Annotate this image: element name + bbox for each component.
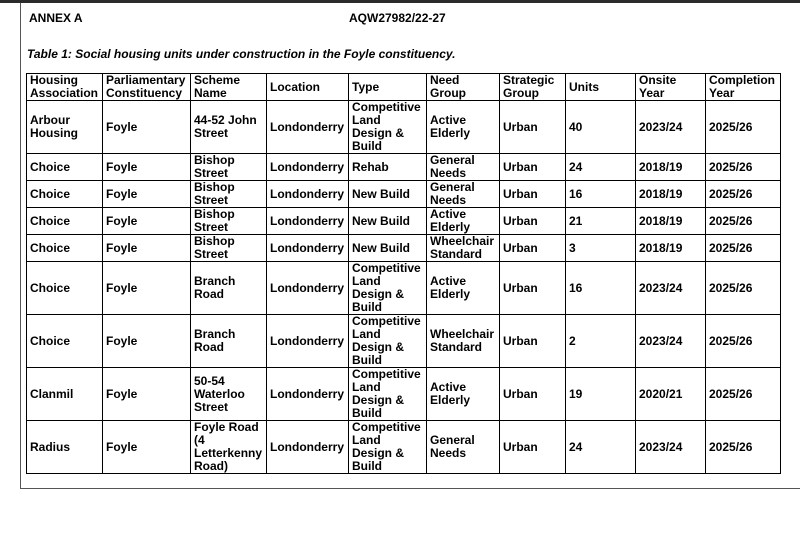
- table-cell: Foyle: [103, 208, 191, 235]
- table-row: [27, 262, 781, 315]
- table-cell: 2023/24: [636, 421, 706, 474]
- table-cell: Choice: [27, 154, 103, 181]
- table-cell: Choice: [27, 181, 103, 208]
- table-cell: Rehab: [349, 154, 427, 181]
- table-cell: Clanmil: [27, 368, 103, 421]
- table-cell: Londonderry: [267, 262, 349, 315]
- table-cell: Foyle: [103, 368, 191, 421]
- table-cell: 16: [566, 181, 636, 208]
- table-cell: 2025/26: [706, 181, 781, 208]
- column-header: Scheme Name: [191, 74, 267, 101]
- table-row: [27, 208, 781, 235]
- table-cell: 2023/24: [636, 101, 706, 154]
- table-cell: Urban: [500, 421, 566, 474]
- table-cell: Active Elderly: [427, 368, 500, 421]
- table-cell: Bishop Street: [191, 154, 267, 181]
- table-cell: Choice: [27, 208, 103, 235]
- table-cell: Foyle: [103, 181, 191, 208]
- column-header: Onsite Year: [636, 74, 706, 101]
- table-cell: Urban: [500, 368, 566, 421]
- table-cell: Londonderry: [267, 315, 349, 368]
- table-cell: New Build: [349, 208, 427, 235]
- table-cell: Urban: [500, 262, 566, 315]
- table-cell: Urban: [500, 208, 566, 235]
- table-cell: Foyle: [103, 154, 191, 181]
- table-cell: Active Elderly: [427, 208, 500, 235]
- table-cell: General Needs: [427, 181, 500, 208]
- column-header: Location: [267, 74, 349, 101]
- table-cell: Urban: [500, 101, 566, 154]
- document-page: [20, 3, 800, 489]
- table-cell: Choice: [27, 315, 103, 368]
- table-cell: 24: [566, 421, 636, 474]
- table-cell: Competitive Land Design & Build: [349, 262, 427, 315]
- table-cell: 2023/24: [636, 315, 706, 368]
- table-cell: Londonderry: [267, 101, 349, 154]
- table-cell: Foyle Road (4 Letterkenny Road): [191, 421, 267, 474]
- table-cell: 2025/26: [706, 421, 781, 474]
- table-caption: Table 1: Social housing units under construction in the Foyle constituency.: [27, 47, 456, 61]
- column-header: Housing Association: [27, 74, 103, 101]
- table-cell: 2025/26: [706, 101, 781, 154]
- table-cell: Londonderry: [267, 421, 349, 474]
- table-cell: Foyle: [103, 235, 191, 262]
- table-cell: General Needs: [427, 421, 500, 474]
- table-cell: 44-52 John Street: [191, 101, 267, 154]
- table-cell: 19: [566, 368, 636, 421]
- table-cell: Urban: [500, 235, 566, 262]
- column-header: Type: [349, 74, 427, 101]
- table-cell: Urban: [500, 315, 566, 368]
- column-header: Need Group: [427, 74, 500, 101]
- table-cell: Londonderry: [267, 181, 349, 208]
- table-cell: Active Elderly: [427, 101, 500, 154]
- table-cell: 2025/26: [706, 208, 781, 235]
- table-cell: Competitive Land Design & Build: [349, 101, 427, 154]
- table-cell: 16: [566, 262, 636, 315]
- annex-label: ANNEX A: [29, 11, 83, 25]
- table-cell: 2018/19: [636, 154, 706, 181]
- table-cell: Londonderry: [267, 235, 349, 262]
- table-cell: Foyle: [103, 262, 191, 315]
- table-cell: Bishop Street: [191, 181, 267, 208]
- table-header-row: [27, 74, 781, 101]
- table-row: [27, 368, 781, 421]
- table-cell: Wheelchair Standard: [427, 235, 500, 262]
- table-cell: Londonderry: [267, 208, 349, 235]
- table-cell: Arbour Housing: [27, 101, 103, 154]
- table-cell: Londonderry: [267, 154, 349, 181]
- table-cell: 2025/26: [706, 315, 781, 368]
- table-cell: 2018/19: [636, 208, 706, 235]
- table-cell: 2018/19: [636, 235, 706, 262]
- table-row: [27, 421, 781, 474]
- table-cell: 40: [566, 101, 636, 154]
- table-cell: 21: [566, 208, 636, 235]
- table-row: [27, 235, 781, 262]
- column-header: Units: [566, 74, 636, 101]
- table-cell: Bishop Street: [191, 208, 267, 235]
- column-header: Strategic Group: [500, 74, 566, 101]
- table-cell: 2020/21: [636, 368, 706, 421]
- table-cell: Competitive Land Design & Build: [349, 421, 427, 474]
- table-cell: Urban: [500, 181, 566, 208]
- column-header: Parliamentary Constituency: [103, 74, 191, 101]
- table-cell: Branch Road: [191, 315, 267, 368]
- table-cell: Bishop Street: [191, 235, 267, 262]
- table-cell: Foyle: [103, 101, 191, 154]
- table-cell: Choice: [27, 262, 103, 315]
- table-cell: 2018/19: [636, 181, 706, 208]
- column-header: Completion Year: [706, 74, 781, 101]
- table-cell: Competitive Land Design & Build: [349, 368, 427, 421]
- table-cell: Active Elderly: [427, 262, 500, 315]
- table-cell: Branch Road: [191, 262, 267, 315]
- housing-units-table: [26, 73, 781, 474]
- table-cell: New Build: [349, 235, 427, 262]
- table-row: [27, 315, 781, 368]
- table-cell: Londonderry: [267, 368, 349, 421]
- table-cell: Radius: [27, 421, 103, 474]
- table-cell: Urban: [500, 154, 566, 181]
- table-cell: 50-54 Waterloo Street: [191, 368, 267, 421]
- table-cell: New Build: [349, 181, 427, 208]
- table-row: [27, 181, 781, 208]
- table-cell: 2025/26: [706, 235, 781, 262]
- table-cell: Competitive Land Design & Build: [349, 315, 427, 368]
- table-cell: Foyle: [103, 421, 191, 474]
- table-cell: 3: [566, 235, 636, 262]
- background-area: [0, 489, 800, 533]
- table-cell: 2025/26: [706, 262, 781, 315]
- table-cell: 24: [566, 154, 636, 181]
- table-cell: Wheelchair Standard: [427, 315, 500, 368]
- table-cell: 2: [566, 315, 636, 368]
- table-cell: General Needs: [427, 154, 500, 181]
- table-row: [27, 154, 781, 181]
- table-cell: 2023/24: [636, 262, 706, 315]
- table-row: [27, 101, 781, 154]
- table-cell: 2025/26: [706, 368, 781, 421]
- table-cell: Choice: [27, 235, 103, 262]
- question-reference: AQW27982/22-27: [349, 11, 446, 25]
- table-cell: Foyle: [103, 315, 191, 368]
- table-cell: 2025/26: [706, 154, 781, 181]
